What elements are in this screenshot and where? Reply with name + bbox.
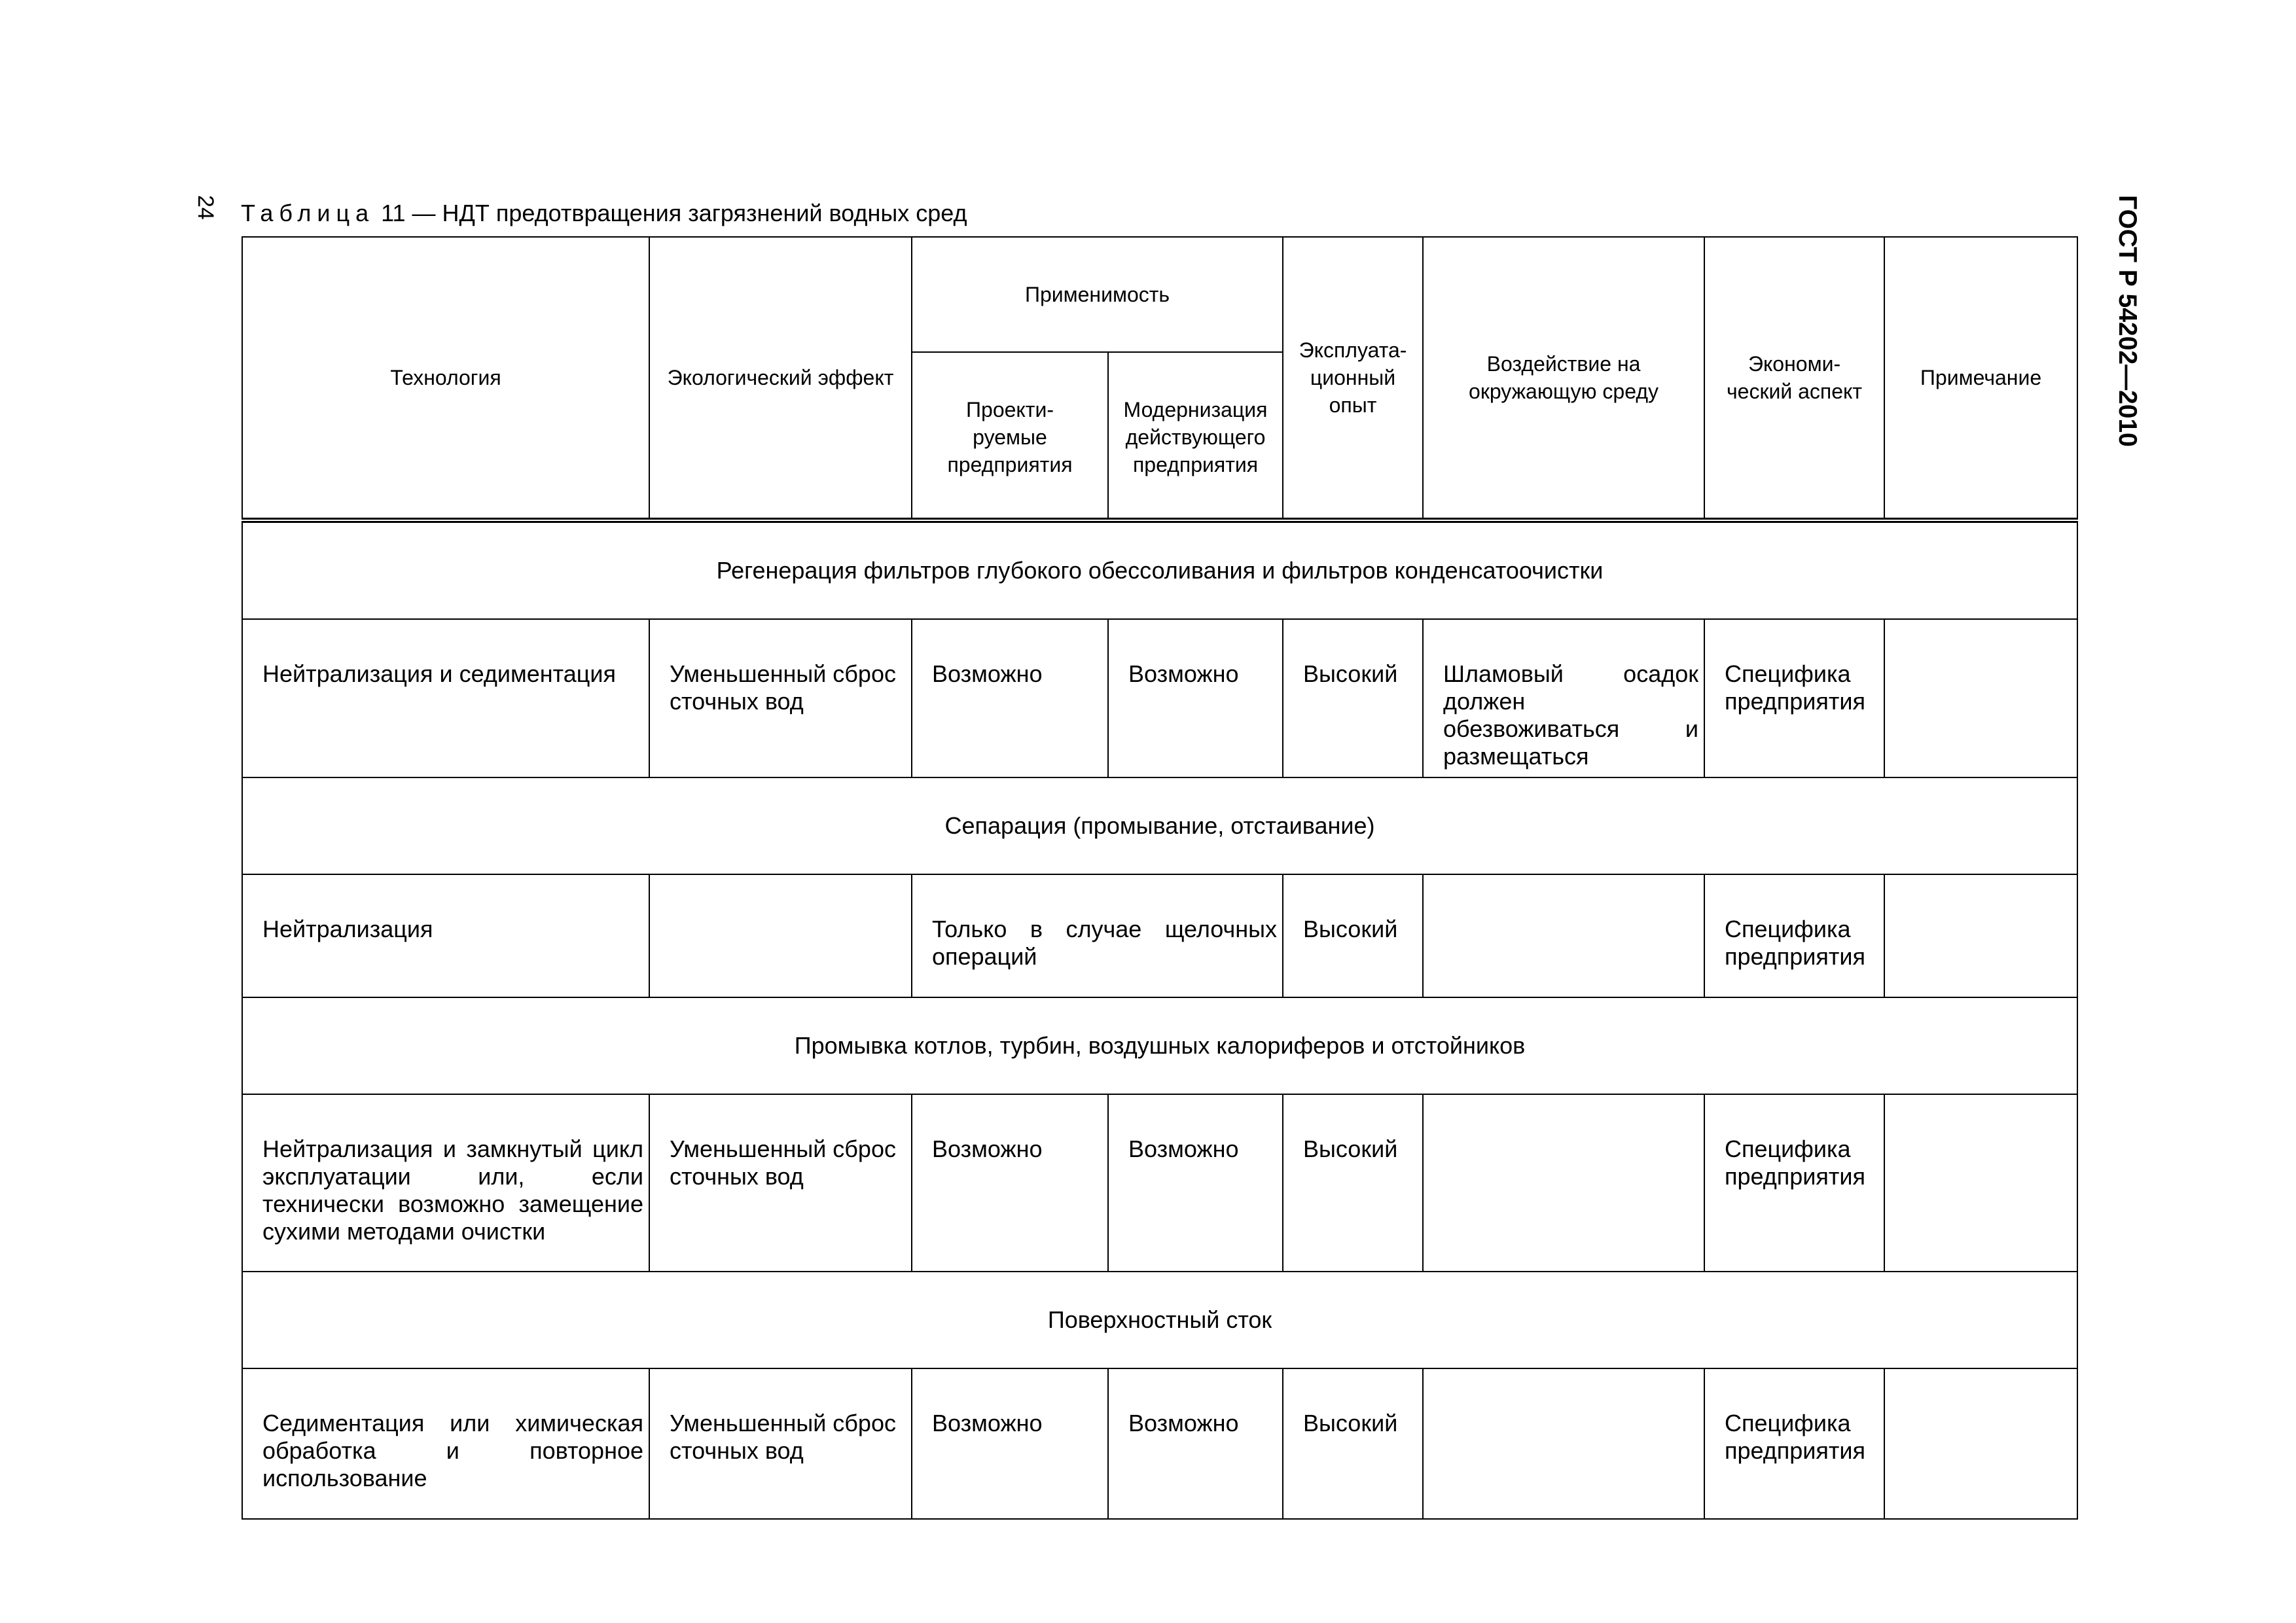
- cell-eco-effect: Уменьшенный сброс сточных вод: [649, 619, 912, 777]
- cell-applicability-merged: Только в случае щелочных операций: [912, 874, 1283, 997]
- cell-designed: Возможно: [912, 619, 1108, 777]
- cell-economic: Специфика предприятия: [1704, 1368, 1884, 1519]
- cell-economic: Специфика предприятия: [1704, 619, 1884, 777]
- section-title: Сепарация (промывание, отстаивание): [242, 777, 2077, 874]
- cell-operational: Высокий: [1283, 1368, 1423, 1519]
- cell-eco-effect: Уменьшенный сброс сточных вод: [649, 1368, 912, 1519]
- table-row: [242, 619, 2077, 777]
- header-technology: Технология: [242, 237, 649, 520]
- cell-note: [1884, 619, 2077, 777]
- table-row: [242, 1368, 2077, 1519]
- table-caption: [241, 199, 967, 228]
- section-row: [242, 997, 2077, 1094]
- section-title: Промывка котлов, турбин, воздушных калориферов и отстойников: [242, 997, 2077, 1094]
- cell-modernization: Возможно: [1108, 1094, 1283, 1272]
- cell-technology: Седиментация или химическая обработка и повторное использование: [242, 1368, 649, 1519]
- cell-designed: Возможно: [912, 1368, 1108, 1519]
- header-note: Примечание: [1884, 237, 2077, 520]
- table-row: [242, 874, 2077, 997]
- caption-title: 11 — НДТ предотвращения загрязнений водных сред: [374, 200, 967, 226]
- header-applicability: Применимость: [912, 237, 1283, 352]
- header-designed-enterprises: Проекти- руемые предприятия: [912, 352, 1108, 520]
- caption-prefix: Таблица: [241, 200, 375, 226]
- cell-note: [1884, 1094, 2077, 1272]
- header-row: [242, 237, 2077, 352]
- section-row: [242, 777, 2077, 874]
- section-row: [242, 1272, 2077, 1368]
- table-row: [242, 1094, 2077, 1272]
- cell-designed: Возможно: [912, 1094, 1108, 1272]
- section-title: Регенерация фильтров глубокого обессоливания и фильтров конденсатоочистки: [242, 520, 2077, 619]
- header-modernization: Модернизация действующего предприятия: [1108, 352, 1283, 520]
- header-environmental-impact: Воздействие на окружающую среду: [1423, 237, 1704, 520]
- cell-note: [1884, 1368, 2077, 1519]
- cell-impact: [1423, 1094, 1704, 1272]
- cell-modernization: Возможно: [1108, 1368, 1283, 1519]
- cell-economic: Специфика предприятия: [1704, 874, 1884, 997]
- cell-impact: [1423, 874, 1704, 997]
- cell-impact: [1423, 1368, 1704, 1519]
- header-economic-aspect: Экономи- ческий аспект: [1704, 237, 1884, 520]
- section-title: Поверхностный сток: [242, 1272, 2077, 1368]
- bat-table-container: [242, 236, 2077, 1520]
- section-row: [242, 520, 2077, 619]
- cell-note: [1884, 874, 2077, 997]
- cell-economic: Специфика предприятия: [1704, 1094, 1884, 1272]
- page-number: 24: [193, 195, 218, 220]
- cell-technology: Нейтрализация и замкнутый цикл эксплуатации или, если технически возможно замещение сухими методами очистки: [242, 1094, 649, 1272]
- document-code: ГОСТ Р 54202—2010: [2113, 195, 2142, 447]
- cell-eco-effect: [649, 874, 912, 997]
- cell-impact: Шламовый осадок должен обезвоживаться и размещаться: [1423, 619, 1704, 777]
- bat-water-pollution-table: [242, 236, 2078, 1520]
- header-operational-experience: Эксплуата- ционный опыт: [1283, 237, 1423, 520]
- cell-technology: Нейтрализация и седиментация: [242, 619, 649, 777]
- cell-modernization: Возможно: [1108, 619, 1283, 777]
- cell-eco-effect: Уменьшенный сброс сточных вод: [649, 1094, 912, 1272]
- cell-technology: Нейтрализация: [242, 874, 649, 997]
- header-eco-effect: Экологический эффект: [649, 237, 912, 520]
- cell-operational: Высокий: [1283, 619, 1423, 777]
- cell-operational: Высокий: [1283, 1094, 1423, 1272]
- cell-operational: Высокий: [1283, 874, 1423, 997]
